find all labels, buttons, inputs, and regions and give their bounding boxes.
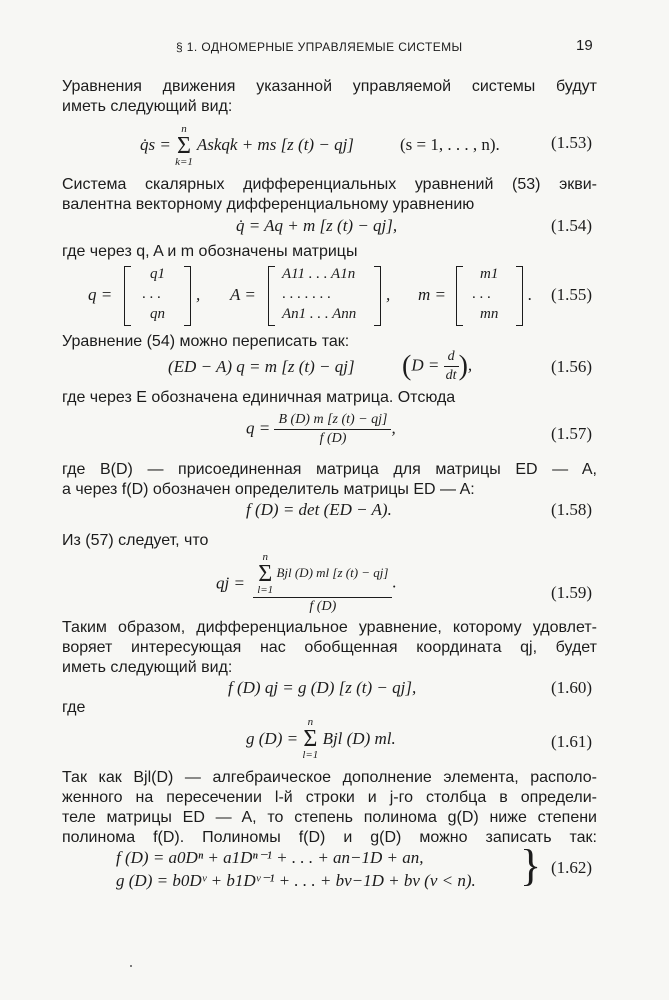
right-bracket xyxy=(184,266,191,326)
paragraph-system xyxy=(62,175,597,215)
right-brace: } xyxy=(520,841,542,890)
comma: , xyxy=(196,285,201,304)
matrix-cell: A11 . . . A1n xyxy=(282,266,356,282)
text-line: где xyxy=(62,699,86,716)
equation-number: (1.54) xyxy=(551,216,593,235)
running-head: § 1. ОДНОМЕРНЫЕ УПРАВЛЯЕМЫЕ СИСТЕМЫ xyxy=(176,40,463,54)
paragraph-polynomials xyxy=(62,768,597,848)
matrix-cell: qn xyxy=(150,306,165,322)
eq-lhs: q̇s = xyxy=(140,134,171,154)
eq-condition: (s = 1, . . . , n). xyxy=(400,135,500,154)
text-line: где B(D) — присоединенная матрица для матрицы ED — A, xyxy=(62,461,597,478)
text-line: где через E обозначена единичная матрица. Отсюда xyxy=(62,389,456,406)
eq-rhs: Askqk + ms [z (t) − qj] xyxy=(196,134,354,154)
text-line: Из (57) следует, что xyxy=(62,532,209,549)
matrix-cell: . . . xyxy=(472,286,491,302)
text-line: женного на пересечении l-й строки и j-го столбца в определи- xyxy=(62,789,597,806)
paragraph-adjugate xyxy=(62,460,597,500)
paragraph-differential xyxy=(62,618,597,678)
left-bracket xyxy=(268,266,275,326)
equation-1-57: q = $\frac{B (D) m [z (t) - qj]}{f (D)}$ , xyxy=(246,412,396,446)
comma: , xyxy=(386,285,391,304)
equation-1-53 xyxy=(140,124,354,168)
paragraph-where xyxy=(62,698,597,718)
text-line: теле матрицы ED — A, то степень полинома g(D) ниже степени xyxy=(62,809,597,826)
text-line: где через q, A и m обозначены матрицы xyxy=(62,243,358,260)
matrix-cell: m1 xyxy=(480,266,499,282)
text-line: Таким образом, дифференциальное уравнение, которому удовлет- xyxy=(62,619,597,636)
text-line: Уравнение (54) можно переписать так: xyxy=(62,333,350,350)
paragraph-intro xyxy=(62,77,597,117)
equation-number: (1.56) xyxy=(551,357,593,376)
equation-number: (1.60) xyxy=(551,678,593,697)
paragraph-rewrite xyxy=(62,332,597,352)
equation-1-62-line1: f (D) = a0Dⁿ + a1Dⁿ⁻¹ + . . . + an−1D + an, xyxy=(116,848,424,867)
print-speck xyxy=(130,965,132,967)
matrix-cell: q1 xyxy=(150,266,165,282)
matrix-cell: . . . . . . . xyxy=(282,286,331,302)
equation-number: (1.59) xyxy=(551,583,593,602)
equation-1-58: f (D) = det (ED − A). xyxy=(246,500,392,519)
text-line: Система скалярных дифференциальных уравнений (53) экви- xyxy=(62,176,597,193)
equation-1-56-definition: (D = $\frac{d}{dt}$ ), xyxy=(402,349,473,383)
equation-number: (1.62) xyxy=(551,858,593,877)
equation-1-59: qj = n Σ l=1 Bjl (D) ml [z (t) − qj] f (D) . xyxy=(216,551,397,614)
sum-symbol: n Σ k=1 xyxy=(175,123,193,168)
q-label: q = xyxy=(88,285,113,304)
right-bracket xyxy=(374,266,381,326)
equation-number: (1.61) xyxy=(551,732,593,751)
text-line: Так как Bjl(D) — алгебраическое дополнение элемента, располо- xyxy=(62,769,597,786)
text-line: валентна векторному дифференциальному уравнению xyxy=(62,196,475,213)
equation-number: (1.57) xyxy=(551,424,593,443)
text-line: иметь следующий вид: xyxy=(62,659,233,676)
m-label: m = xyxy=(418,285,446,304)
matrix-cell: . . . xyxy=(142,286,161,302)
text-line: Уравнения движения указанной управляемой системы будут xyxy=(62,78,597,95)
paragraph-identity xyxy=(62,388,597,408)
equation-1-56: (ED − A) q = m [z (t) − qj] xyxy=(168,357,355,376)
equation-number: (1.55) xyxy=(551,285,593,304)
equation-1-54: q̇ = Aq + m [z (t) − qj], xyxy=(236,216,398,235)
period: . xyxy=(528,285,533,304)
right-bracket xyxy=(516,266,523,326)
matrix-cell: mn xyxy=(480,306,499,322)
paragraph-matrices xyxy=(62,242,597,262)
equation-1-61: g (D) = n Σ l=1 Bjl (D) ml. xyxy=(246,716,396,761)
A-label: A = xyxy=(230,285,256,304)
page-number: 19 xyxy=(576,37,593,54)
text-line: а через f(D) обозначен определитель матрицы ED — A: xyxy=(62,481,475,498)
equation-number: (1.58) xyxy=(551,500,593,519)
text-line: воряет интересующая нас обобщенная координата qj, будет xyxy=(62,639,597,656)
paragraph-follows xyxy=(62,531,597,551)
matrix-cell: An1 . . . Ann xyxy=(282,306,357,322)
equation-1-60: f (D) qj = g (D) [z (t) − qj], xyxy=(228,678,417,697)
left-bracket xyxy=(456,266,463,326)
text-line: иметь следующий вид: xyxy=(62,98,233,115)
text-line: полинома f(D). Полиномы f(D) и g(D) можно записать так: xyxy=(62,829,597,846)
left-bracket xyxy=(124,266,131,326)
equation-1-62-line2: g (D) = b0Dᵛ + b1Dᵛ⁻¹ + . . . + bv−1D + bv (v < n). xyxy=(116,871,476,890)
equation-number: (1.53) xyxy=(551,133,593,152)
